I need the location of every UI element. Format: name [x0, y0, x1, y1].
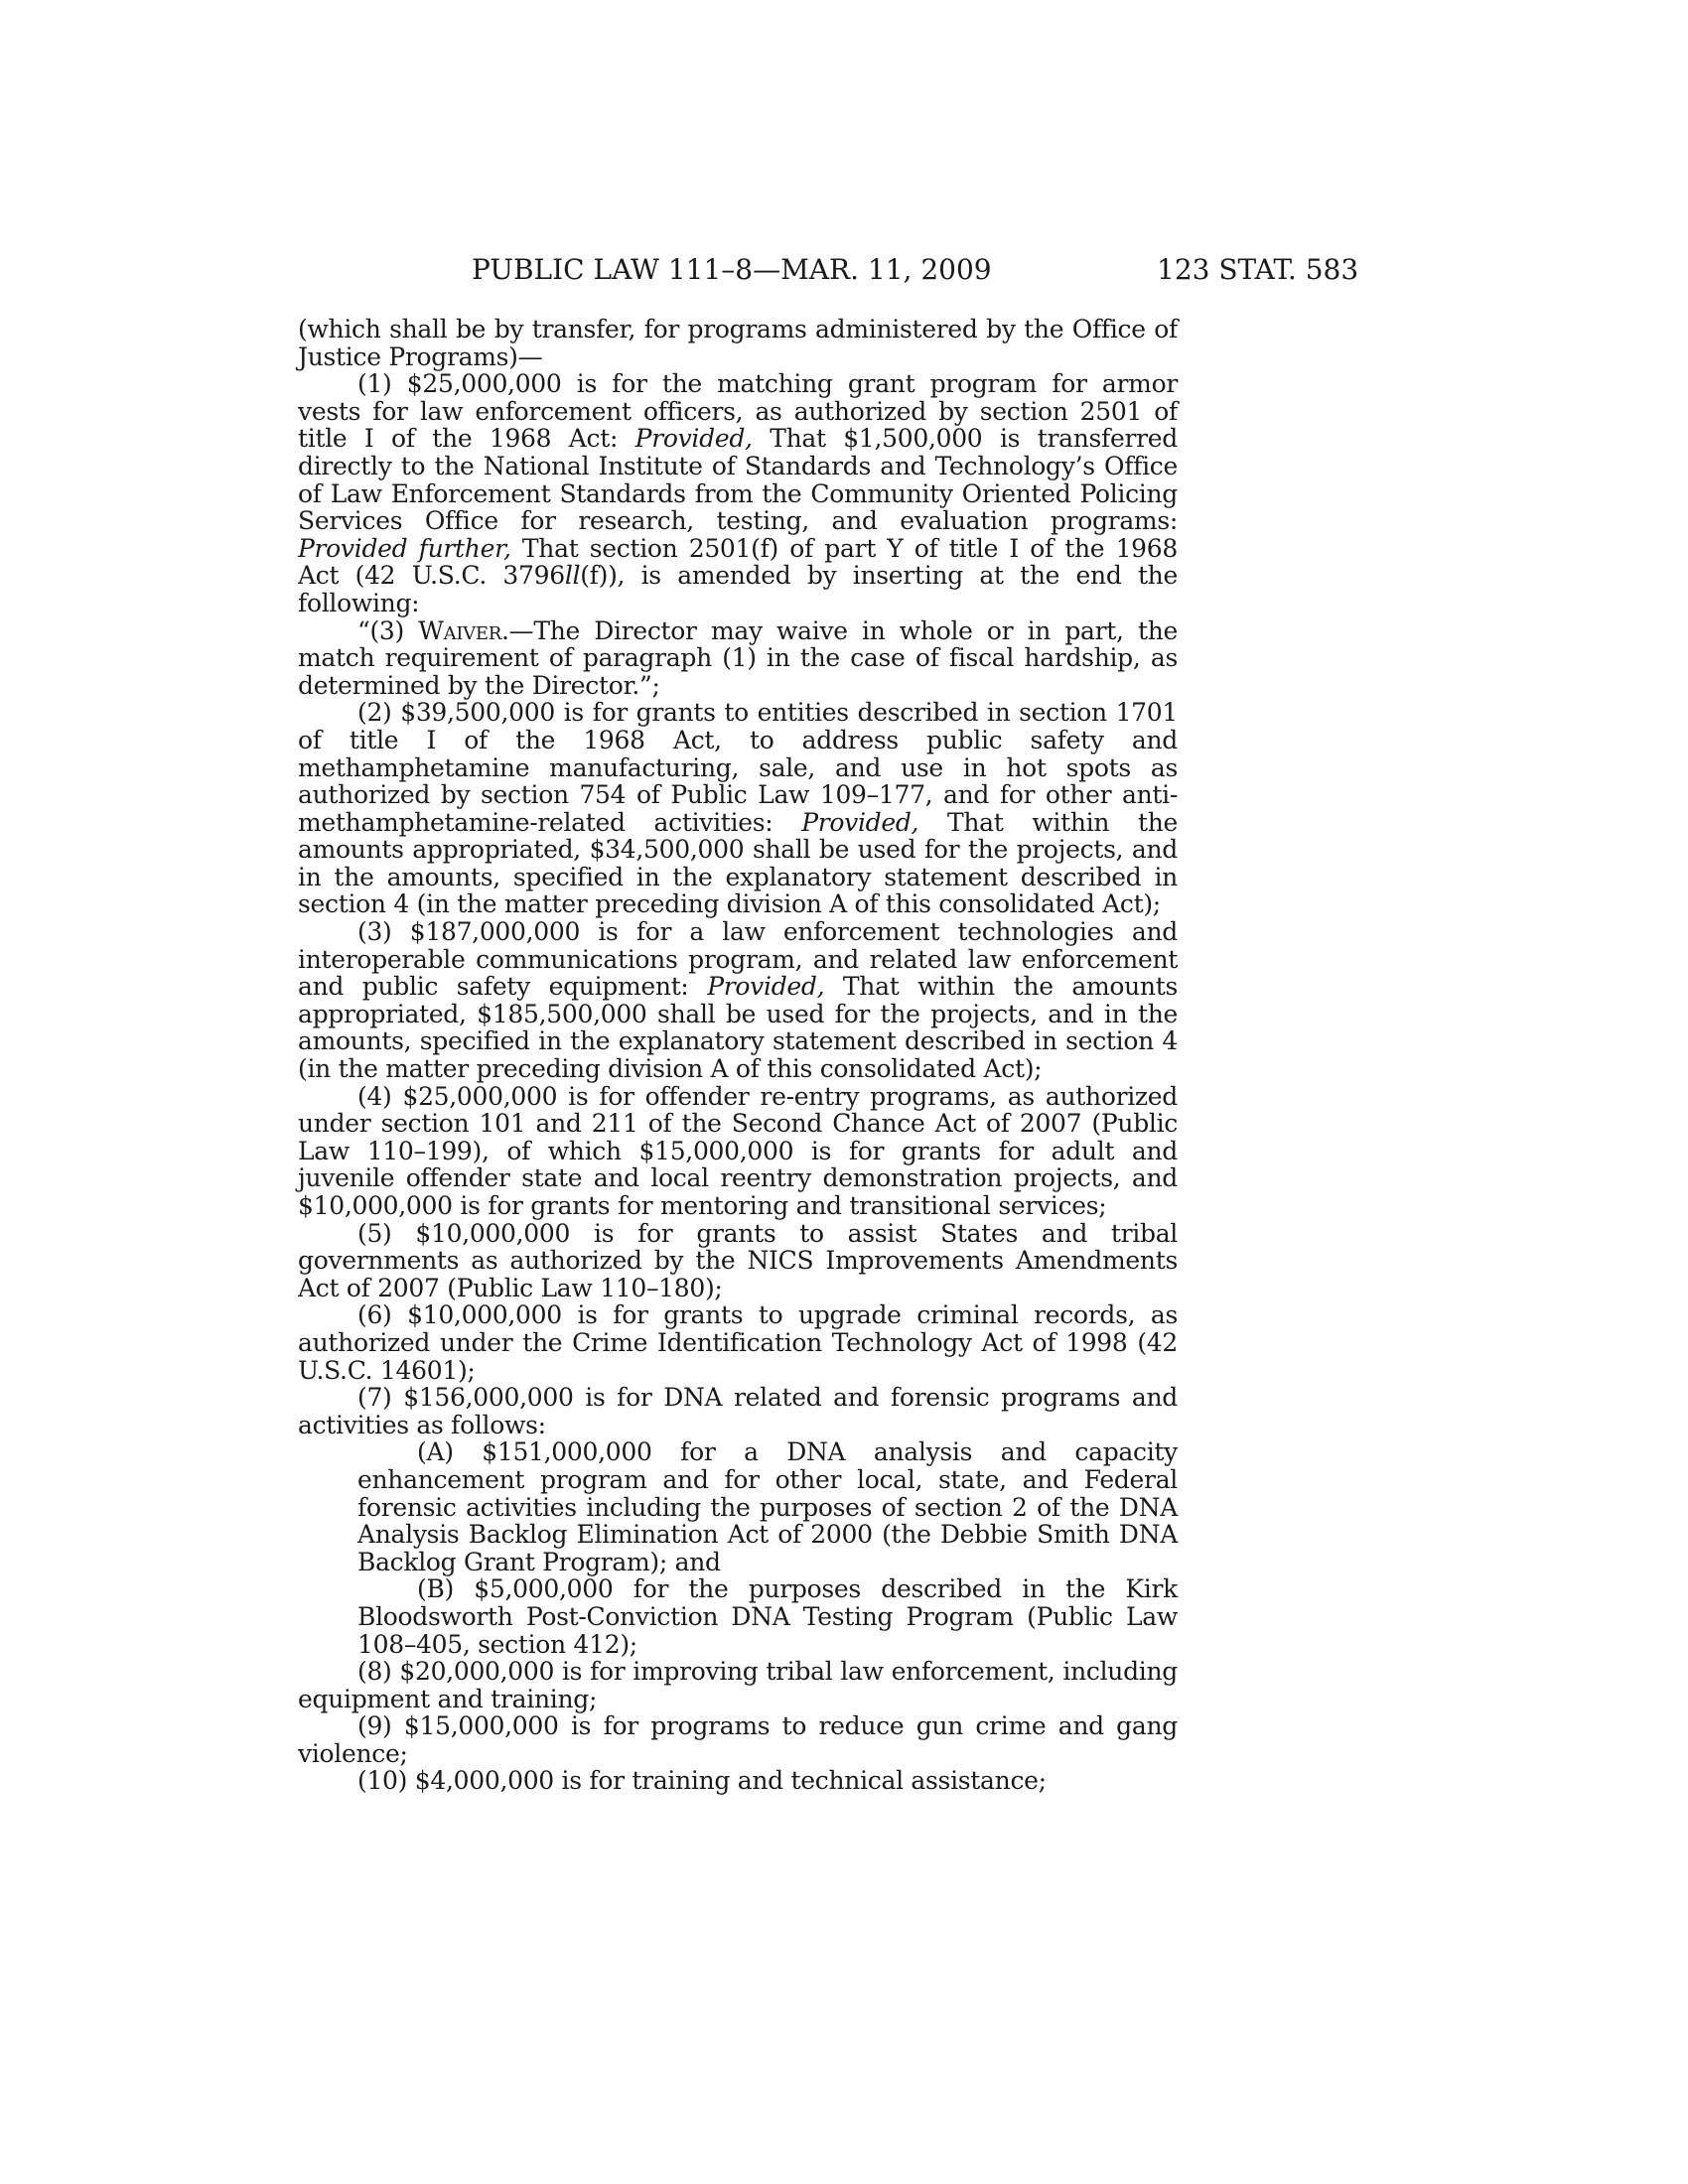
paragraph — [298, 1767, 1178, 1795]
paragraph — [298, 1384, 1178, 1438]
paragraph-text: (5) $10,000,000 is for grants to assist States and tribal governments as authorized by the NICS Improvements Amendments Act of 2007 (Public Law 110–180); — [298, 1218, 1178, 1302]
paragraph-text: (B) $5,000,000 for the purposes described in the Kirk Bloodsworth Post-Conviction DNA Testing Program (Public Law 108–405, section 412); — [357, 1574, 1178, 1659]
italic-text: Provided further, — [298, 533, 511, 563]
paragraph — [298, 1220, 1178, 1302]
paragraph — [298, 1301, 1178, 1384]
paragraph — [298, 1438, 1178, 1575]
document-body — [298, 316, 1178, 1795]
paragraph-text: (6) $10,000,000 is for grants to upgrade criminal records, as authorized under the Crime Identification Technology Act of 1998 (42 U.S.C. 14601); — [298, 1300, 1178, 1385]
paragraph — [298, 1658, 1178, 1712]
paragraph-text: .—The Director may waive in whole or in part, the match requirement of paragraph (1) in the case of fiscal hardship, as determined by the Director.”; — [298, 615, 1178, 700]
italic-text: Provided, — [801, 807, 919, 837]
paragraph-text: That section 2501(f) of part Y of title I of the 1968 Act (42 U.S.C. 3796 — [298, 533, 1178, 591]
paragraph — [298, 1083, 1178, 1220]
paragraph-text: (7) $156,000,000 is for DNA related and forensic programs and activities as follows: — [298, 1383, 1178, 1439]
paragraph — [298, 1712, 1178, 1767]
paragraph — [298, 1575, 1178, 1658]
paragraph-text: (A) $151,000,000 for a DNA analysis and capacity enhancement program and for other local, state, and Federal forensic activities including the purposes of section 2 of the DNA Analysis Backlog Elimination Act of 2000 (the Debbie Smith DNA Backlog Grant Program); and — [357, 1437, 1178, 1576]
italic-text: Provided, — [634, 424, 753, 454]
small-caps-text: Waiver — [418, 615, 501, 645]
paragraph-text: That within the amounts appropriated, $185,500,000 shall be used for the projects, and in the amounts, specified in the explanatory statement described in section 4 (in the matter preceding division A of this consolidated Act); — [298, 972, 1179, 1084]
paragraph — [298, 370, 1178, 616]
running-header — [0, 250, 1688, 290]
paragraph-text: (f)), is amended by inserting at the end the following: — [298, 561, 1178, 617]
paragraph-text: That within the amounts appropriated, $34,500,000 shall be used for the projects, and in the amounts, specified in the explanatory statement described in section 4 (in the matter preceding division A of this consolidated Act); — [298, 807, 1178, 919]
paragraph-text: (4) $25,000,000 is for offender re-entry programs, as authorized under section 101 and 211 of the Second Chance Act of 2007 (Public Law 110–199), of which $15,000,000 is for grants for adult and juvenile offender state and local reentry demonstration projects, and $10,000,000 is for grants for mentoring and transitional services; — [298, 1081, 1178, 1220]
page-header-title: PUBLIC LAW 111–8—MAR. 11, 2009 — [472, 253, 992, 286]
paragraph-text: (2) $39,500,000 is for grants to entities described in section 1701 of title I of the 1968 Act, to address public safety and methamphetamine manufacturing, sale, and use in hot spots as authorized by section 754 of Public Law 109–177, and for other anti-methamphetamine-related activities: — [298, 698, 1178, 837]
paragraph — [298, 918, 1178, 1083]
paragraph-text: (8) $20,000,000 is for improving tribal law enforcement, including equipment and training; — [298, 1657, 1178, 1713]
paragraph — [298, 699, 1178, 918]
paragraph-text: (1) $25,000,000 is for the matching grant program for armor vests for law enforcement officers, as authorized by section 2501 of title I of the 1968 Act: — [298, 369, 1178, 454]
statute-page-number: 123 STAT. 583 — [1157, 253, 1359, 286]
paragraph — [298, 617, 1178, 700]
italic-text: ll — [564, 561, 581, 591]
italic-text: Provided, — [707, 972, 825, 1002]
paragraph-text: (9) $15,000,000 is for programs to reduce gun crime and gang violence; — [298, 1711, 1178, 1768]
paragraph-text: That $1,500,000 is transferred directly to the National Institute of Standards and Technology’s Office of Law Enforcement Standards from the Community Oriented Policing Services Office for research, testing, and evaluation programs: — [298, 424, 1178, 536]
paragraph-text: “(3) — [357, 615, 419, 645]
paragraph-text: (3) $187,000,000 is for a law enforcement technologies and interoperable communications program, and related law enforcement and public safety equipment: — [298, 917, 1178, 1002]
paragraph-text: (10) $4,000,000 is for training and technical assistance; — [357, 1766, 1047, 1796]
paragraph-text: (which shall be by transfer, for programs administered by the Office of Justice Programs)— — [298, 315, 1178, 371]
paragraph — [298, 316, 1178, 370]
